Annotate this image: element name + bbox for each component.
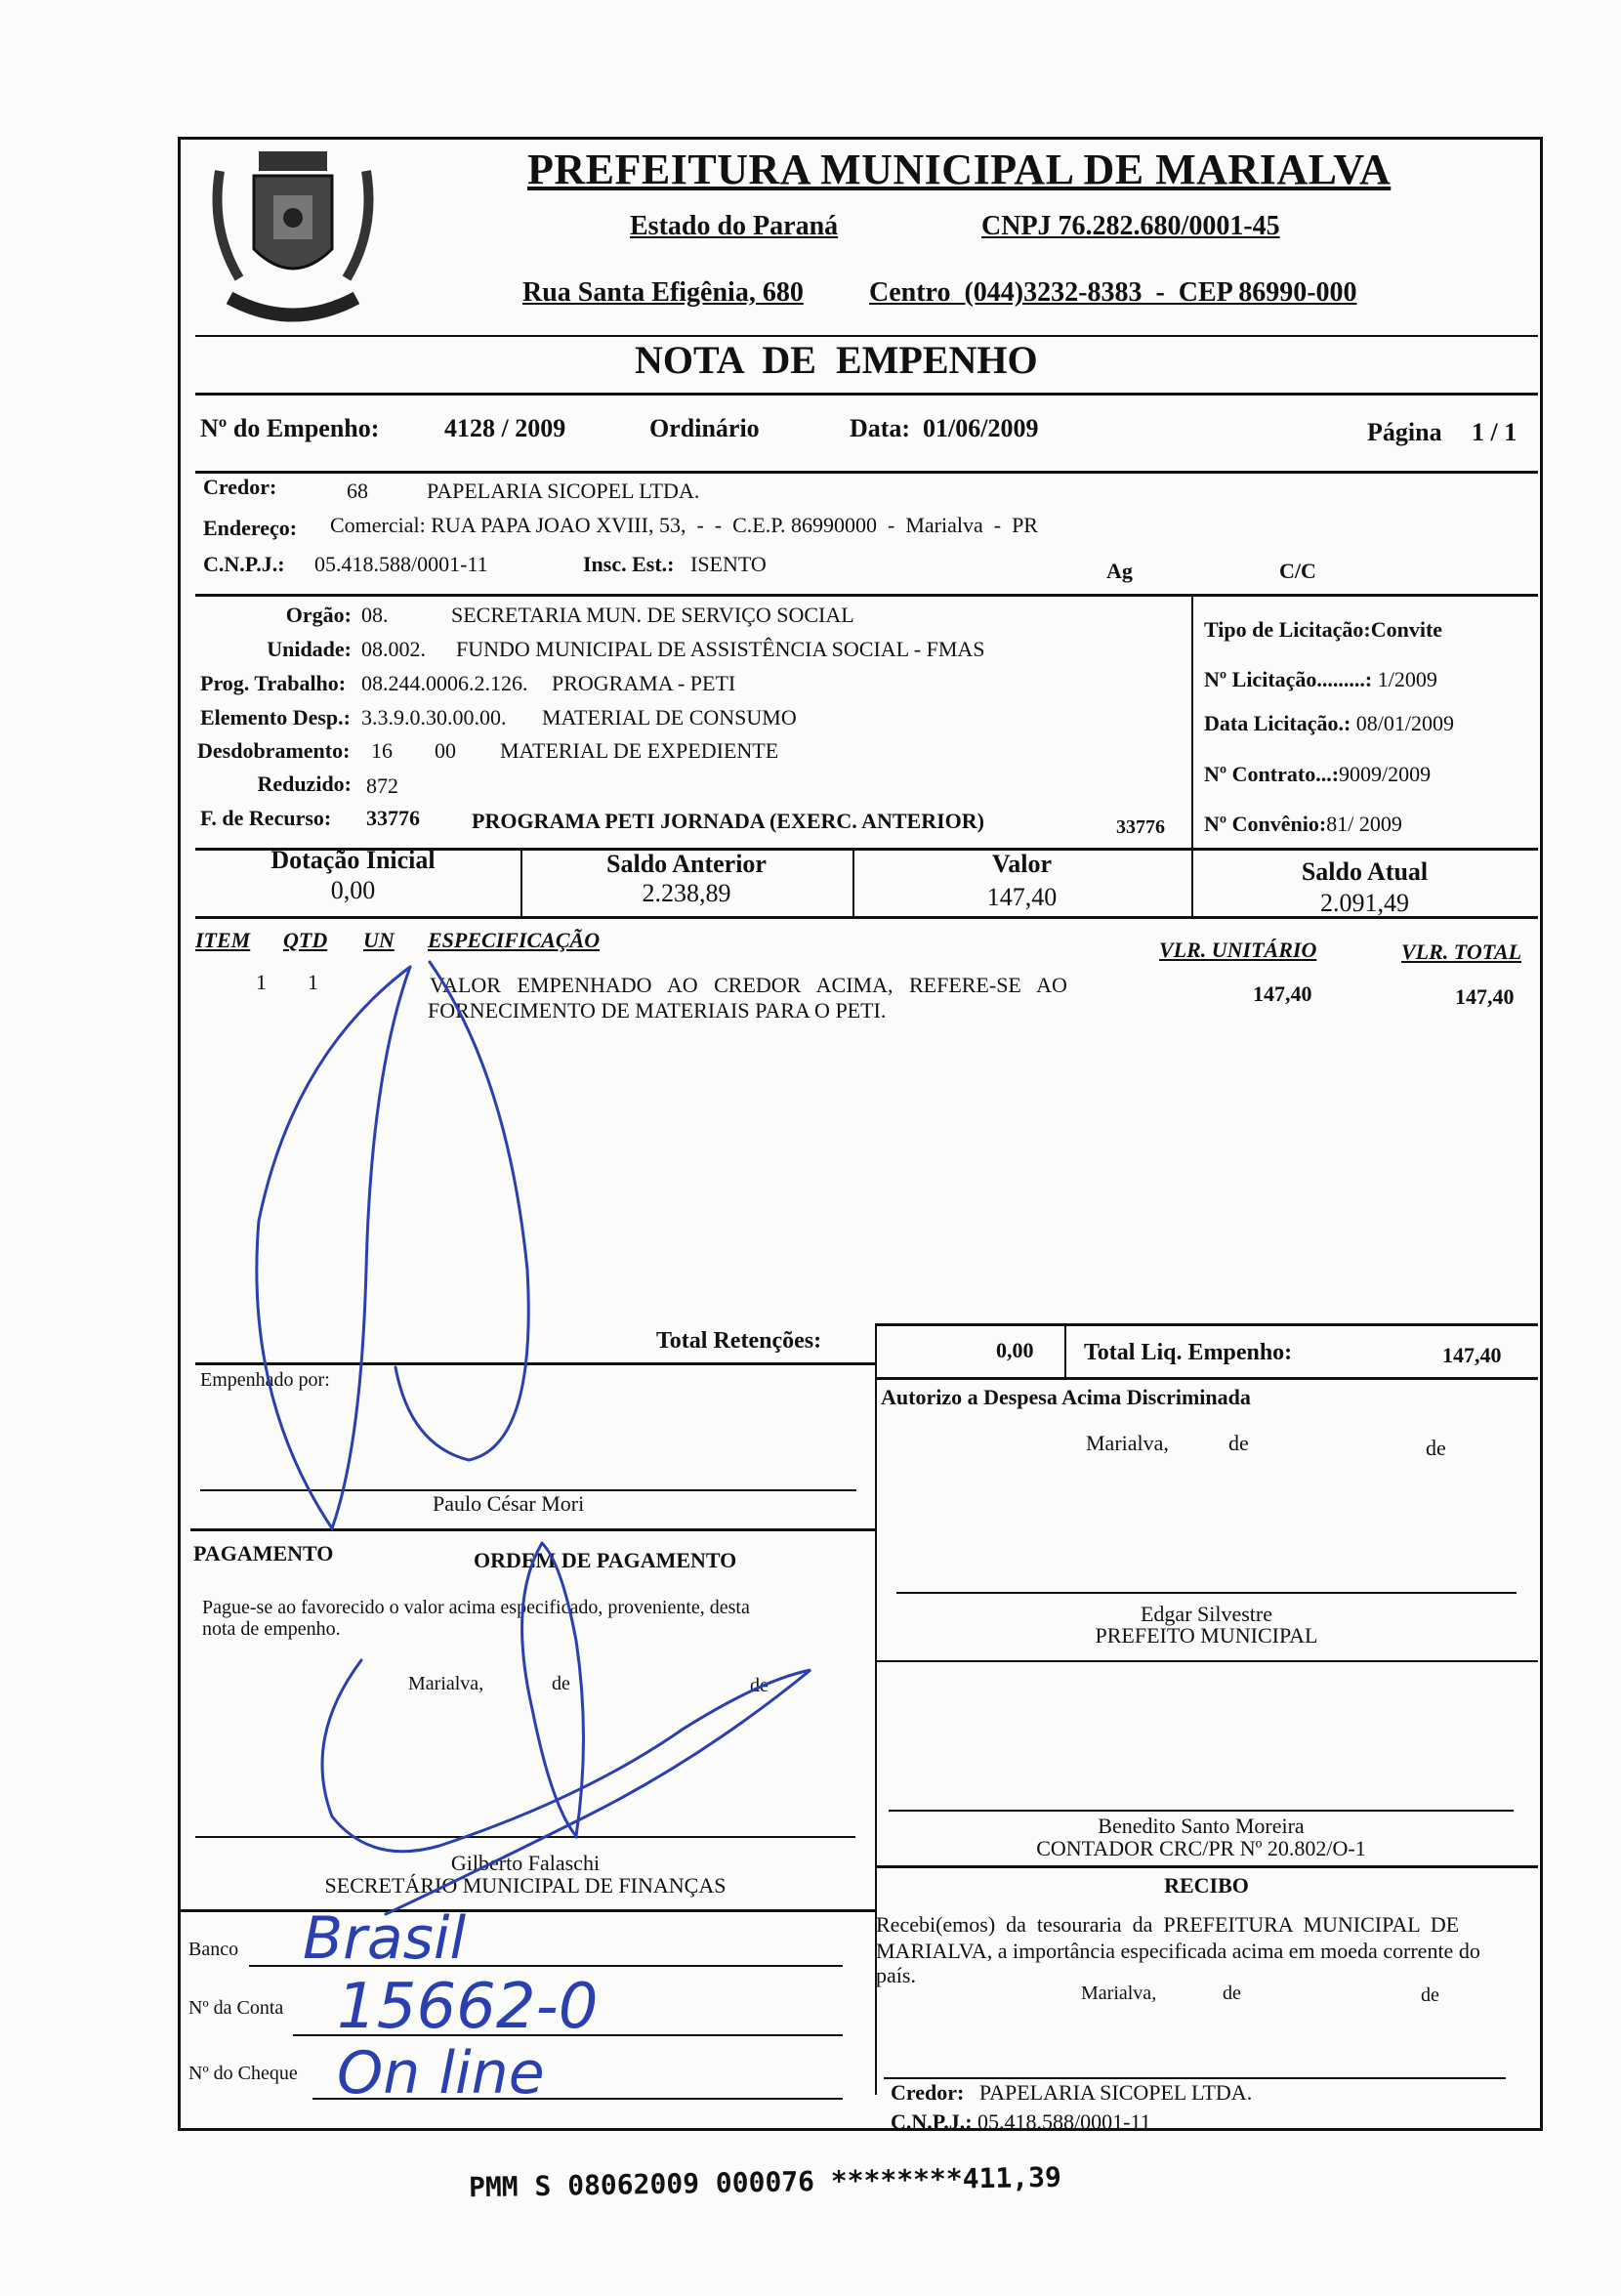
conta-value: 15662-0 (337, 1971, 599, 2043)
recibo-cnpj (891, 2109, 1151, 2135)
orgao-name: SECRETARIA MUN. DE SERVIÇO SOCIAL (451, 603, 854, 627)
elem-label: Elemento Desp.: (200, 705, 351, 730)
col-un: UN (363, 928, 395, 952)
header-street: Rua Santa Efigênia, 680 (522, 277, 804, 308)
recibo-cnpj-label: C.N.P.J.: (891, 2109, 973, 2134)
empenho-date-label: Data: (850, 414, 911, 442)
recibo-de-1: de (1223, 1983, 1241, 2004)
recibo-title: RECIBO (1164, 1873, 1249, 1898)
header-cnpj: CNPJ 76.282.680/0001-45 (981, 211, 1280, 241)
prefeito-role: PREFEITO MUNICIPAL (1095, 1623, 1318, 1648)
fonte-code: 33776 (366, 806, 420, 830)
recibo-text-1: Recebi(emos) da tesouraria da PREFEITURA MUNICIPAL DE (876, 1912, 1460, 1937)
recibo-text-3: país. (876, 1963, 916, 1987)
item-qty: 1 (308, 970, 318, 994)
col-total: VLR. TOTAL (1401, 939, 1522, 964)
credor-code: 68 (347, 479, 368, 503)
convenio (1204, 812, 1402, 837)
col-item: ITEM (195, 928, 251, 952)
reduzido-value: 872 (366, 773, 398, 798)
recibo-text-2: MARIALVA, a importância especificada acima em moeda corrente do (876, 1939, 1480, 1963)
licitacao-date-value: 08/01/2009 (1355, 711, 1455, 735)
item-desc-1: VALOR EMPENHADO AO CREDOR ACIMA, REFERE-SE AO (430, 973, 1067, 997)
valor-value: 147,40 (986, 883, 1058, 911)
reduzido-label: Reduzido: (257, 772, 352, 796)
licitacao-type: Tipo de Licitação:Convite (1204, 617, 1443, 642)
autorizo-place: Marialva, (1086, 1431, 1169, 1455)
licitacao-date-label: Data Licitação.: (1204, 711, 1351, 735)
page-title: PREFEITURA MUNICIPAL DE MARIALVA (527, 146, 1392, 193)
empenho-date: 01/06/2009 (923, 414, 1039, 442)
autorizo-de-1: de (1228, 1431, 1249, 1455)
col-qtd: QTD (283, 928, 328, 952)
item-total: 147,40 (1455, 984, 1515, 1009)
orgao-label: Orgão: (285, 603, 352, 627)
fonte-label: F. de Recurso: (200, 806, 332, 830)
contador-signer: Benedito Santo Moreira (1098, 1814, 1305, 1838)
saldo-atual-value: 2.091,49 (1320, 889, 1409, 917)
cnpj-value: 05.418.588/0001-11 (314, 552, 488, 576)
header-address: Centro (044)3232-8383 - CEP 86990-000 (869, 277, 1357, 308)
prog-code: 08.244.0006.2.126. (361, 671, 528, 695)
orgao-code: 08. (361, 603, 389, 627)
item-desc-2: FORNECIMENTO DE MATERIAIS PARA O PETI. (428, 998, 887, 1023)
recibo-credor-value: PAPELARIA SICOPEL LTDA. (978, 2080, 1253, 2105)
pagamento-de-2: de (750, 1675, 769, 1696)
dotacao-label: Dotação Inicial (270, 846, 436, 874)
financas-role: SECRETÁRIO MUNICIPAL DE FINANÇAS (324, 1873, 727, 1898)
insc-value: ISENTO (690, 552, 767, 576)
contrato-value: 9009/2009 (1339, 762, 1432, 786)
cheque-value: On line (337, 2039, 545, 2108)
liq-label: Total Liq. Empenho: (1084, 1340, 1293, 1365)
cheque-label: Nº do Cheque (188, 2063, 298, 2084)
prog-label: Prog. Trabalho: (200, 671, 347, 695)
empenho-type: Ordinário (649, 414, 760, 442)
licitacao-number-label: Nº Licitação.........: (1204, 667, 1373, 691)
empenho-number-label: Nº do Empenho: (200, 414, 380, 442)
cnpj-label: C.N.P.J.: (203, 552, 285, 576)
autorizo-title: Autorizo a Despesa Acima Discriminada (881, 1385, 1251, 1409)
credor-label: Credor: (203, 475, 277, 499)
dotacao-value: 0,00 (330, 876, 376, 904)
pagamento-de-1: de (552, 1673, 570, 1694)
recibo-de-2: de (1421, 1984, 1439, 2006)
elem-name: MATERIAL DE CONSUMO (542, 705, 797, 730)
address-value: Comercial: RUA PAPA JOAO XVIII, 53, - - C.E.P. 86990000 - Marialva - PR (330, 513, 1038, 537)
col-espec: ESPECIFICAÇÃO (428, 928, 601, 952)
payment-stamp: PMM S 08062009 000076 ********411,39 (468, 2160, 1062, 2204)
contrato-label: Nº Contrato...: (1204, 762, 1340, 786)
coat-of-arms-icon (200, 132, 386, 322)
cc-label: C/C (1279, 559, 1316, 583)
recibo-place: Marialva, (1081, 1983, 1157, 2004)
unidade-label: Unidade: (267, 637, 352, 661)
saldo-atual-label: Saldo Atual (1301, 857, 1429, 886)
licitacao-date (1204, 711, 1454, 736)
banco-value: Brasil (303, 1904, 467, 1973)
retencoes-label: Total Retenções: (656, 1328, 822, 1354)
ordem-title: ORDEM DE PAGAMENTO (474, 1548, 737, 1572)
prog-name: PROGRAMA - PETI (552, 671, 736, 695)
elem-code: 3.3.9.0.30.00.00. (361, 705, 507, 730)
desd-name: MATERIAL DE EXPEDIENTE (500, 738, 779, 763)
page-number: 1 / 1 (1472, 418, 1517, 446)
convenio-label: Nº Convênio: (1204, 812, 1327, 836)
recibo-credor (891, 2080, 1252, 2106)
recibo-cnpj-value: 05.418.588/0001-11 (977, 2109, 1151, 2134)
empenhado-label: Empenhado por: (200, 1369, 330, 1391)
licitacao-number-value: 1/2009 (1377, 667, 1437, 691)
page-label: Página (1367, 418, 1442, 446)
state-name: Estado do Paraná (630, 211, 839, 241)
fonte-code-2: 33776 (1116, 816, 1165, 838)
unidade-code: 08.002. (361, 637, 426, 661)
pagamento-text-1: Pague-se ao favorecido o valor acima especificado, proveniente, desta (202, 1597, 750, 1618)
desd-code: 16 (371, 738, 393, 763)
address-label: Endereço: (203, 516, 298, 540)
prefeito-signer: Edgar Silvestre (1140, 1602, 1273, 1626)
recibo-credor-label: Credor: (891, 2080, 965, 2105)
retencoes-value: 0,00 (996, 1338, 1034, 1362)
valor-label: Valor (991, 850, 1053, 878)
banco-label: Banco (188, 1939, 239, 1960)
ag-label: Ag (1106, 559, 1133, 583)
item-unit-price: 147,40 (1253, 981, 1312, 1006)
desd-sub: 00 (435, 738, 456, 763)
conta-label: Nº da Conta (188, 1997, 284, 2019)
licitacao-number (1204, 667, 1437, 692)
saldo-anterior-label: Saldo Anterior (606, 850, 767, 878)
financas-signer: Gilberto Falaschi (450, 1851, 601, 1875)
liq-value: 147,40 (1442, 1343, 1502, 1367)
pagamento-label: PAGAMENTO (193, 1541, 334, 1565)
insc-label: Insc. Est.: (583, 552, 675, 576)
desd-label: Desdobramento: (197, 738, 351, 763)
unidade-name: FUNDO MUNICIPAL DE ASSISTÊNCIA SOCIAL - FMAS (456, 637, 985, 661)
fonte-name: PROGRAMA PETI JORNADA (EXERC. ANTERIOR) (472, 809, 984, 833)
contrato (1204, 762, 1431, 787)
credor-name: PAPELARIA SICOPEL LTDA. (427, 479, 700, 503)
empenho-number: 4128 / 2009 (444, 414, 566, 442)
col-unit: VLR. UNITÁRIO (1159, 938, 1317, 962)
pagamento-place: Marialva, (408, 1673, 484, 1694)
contador-role: CONTADOR CRC/PR Nº 20.802/O-1 (1036, 1836, 1366, 1860)
empenhado-signer: Paulo César Mori (433, 1491, 585, 1516)
convenio-value: 81/ 2009 (1326, 812, 1402, 836)
pagamento-text-2: nota de empenho. (202, 1618, 341, 1640)
autorizo-de-2: de (1426, 1436, 1446, 1460)
document-title: NOTA DE EMPENHO (635, 338, 1038, 382)
saldo-anterior-value: 2.238,89 (642, 879, 731, 907)
item-number: 1 (256, 970, 267, 994)
